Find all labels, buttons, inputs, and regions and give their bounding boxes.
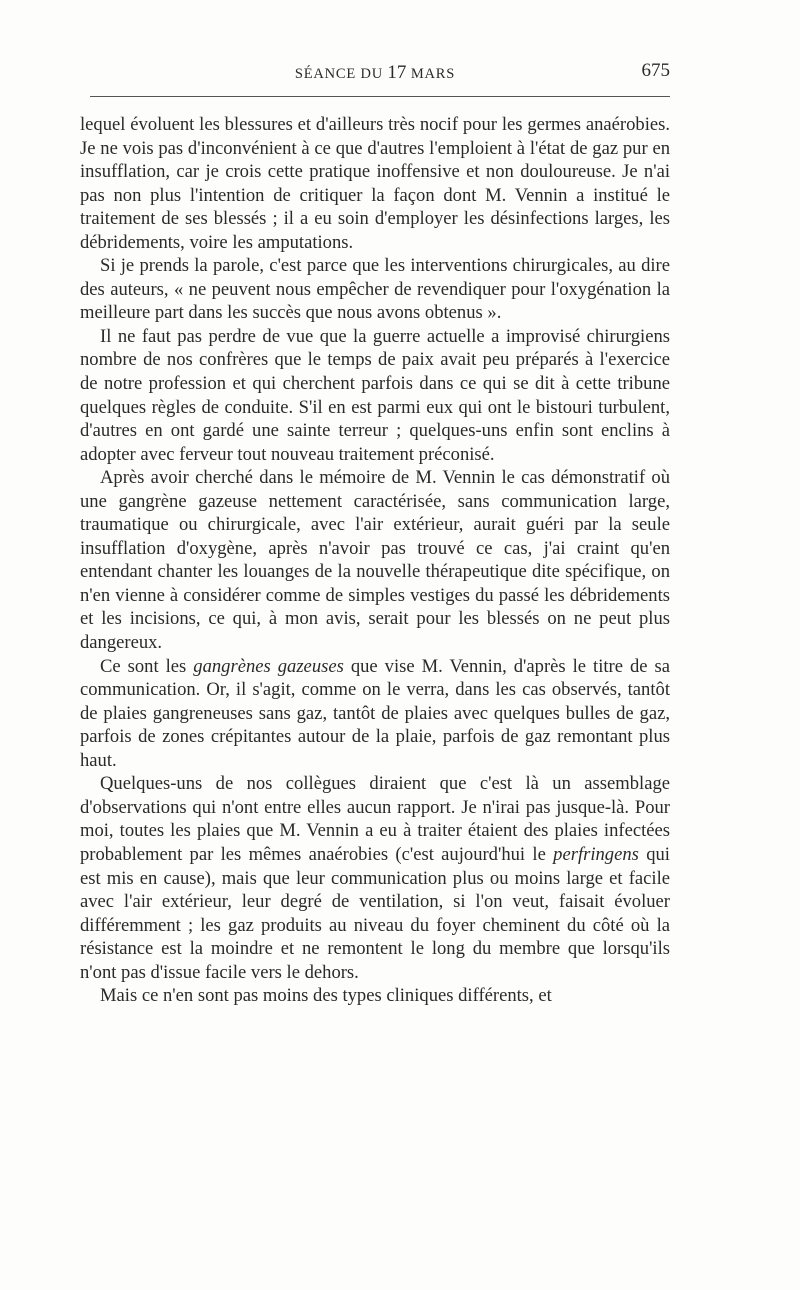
running-title	[80, 62, 670, 84]
paragraph-6-italic: perfringens	[553, 843, 639, 865]
running-title-prefix: SÉANCE DU	[294, 66, 388, 82]
paragraph-2: Si je prends la parole, c'est parce que les interventions chirurgicales, au dire des auteurs, « ne peuvent nous empêcher de revendiquer pour l'oxygénation la meilleure part dans les succès que nous avons obtenus ».	[80, 255, 670, 324]
page-number: 675	[641, 60, 670, 81]
header-rule	[90, 96, 670, 97]
paragraph-5-italic: gangrènes gazeuses	[193, 655, 344, 677]
paragraph-5-end: que vise M. Vennin, d'après le titre de sa communication. Or, il s'agit, comme on le verra, dans les cas observés, tantôt de plaies gangreneuses sans gaz, tantôt de plaies avec quelques bulles de gaz, parfois de zones crépitantes autour de la plaie, parfois de gaz remontant plus haut.	[80, 655, 670, 771]
paragraph-6	[80, 772, 670, 984]
paragraph-3: Il ne faut pas perdre de vue que la guerre actuelle a improvisé chirurgiens nombre de nos confrères que le temps de paix avait peu préparés à l'exercice de notre profession et qui cherchent parfois dans ce qui se dit à cette tribune quelques règles de conduite. S'il en est parmi eux qui ont le bistouri turbulent, d'autres en ont gardé une sainte terreur ; quelques-uns enfin sont enclins à adopter avec ferveur tout nouveau traitement préconisé.	[80, 325, 670, 465]
paragraph-7: Mais ce n'en sont pas moins des types cliniques différents, et	[100, 985, 552, 1007]
paragraph-4: Après avoir cherché dans le mémoire de M. Vennin le cas démonstratif où une gangrène gazeuse nettement caractérisée, sans communication large, traumatique ou chirurgicale, avec l'air extérieur, aurait guéri par la seule insufflation d'oxygène, après n'avoir pas trouvé ce cas, j'ai craint qu'en entendant chanter les louanges de la nouvelle thérapeutique dite spécifique, on n'en vienne à considérer comme de simples vestiges du passé les débridements et les incisions, ce qui, à mon avis, serait pour les blessés on ne peut plus dangereux.	[80, 467, 670, 654]
running-title-day: 17	[387, 62, 407, 83]
running-header	[80, 60, 670, 84]
paragraph-1: lequel évoluent les blessures et d'ailleurs très nocif pour les germes anaérobies. Je ne vois pas d'inconvénient à ce que d'autres l'emploient à l'état de gaz pur en insufflation, car je crois cette pratique inoffensive et non douloureuse. Je n'ai pas non plus l'intention de critiquer la façon dont M. Vennin a institué le traitement de ses blessés ; il a eu soin d'employer les désinfections larges, les débridements, voire les amputations.	[80, 114, 670, 253]
paragraph-5-start: Ce sont les	[100, 655, 194, 677]
paragraph-6-end: qui est mis en cause), mais que leur communication plus ou moins large et facile avec l'air extérieur, leur degré de ventilation, si l'on veut, faisait évoluer différemment ; les gaz produits au niveau du foyer cheminent du côté où la résistance est la moindre et ne remontent le long du membre que lorsqu'ils n'ont pas d'issue facile vers le dehors.	[80, 843, 670, 983]
paragraph-5	[80, 655, 670, 773]
paragraph-6-start: Quelques-uns de nos collègues diraient que c'est là un assemblage d'observations qui n'ont entre elles aucun rapport. Je n'irai pas jusque-là. Pour moi, toutes les plaies que M. Vennin a eu à traiter étaient des plaies infectées probablement par les mêmes anaérobies (c'est aujourd'hui le	[80, 773, 670, 865]
running-title-suffix: MARS	[406, 66, 456, 82]
body-text	[80, 113, 670, 1008]
